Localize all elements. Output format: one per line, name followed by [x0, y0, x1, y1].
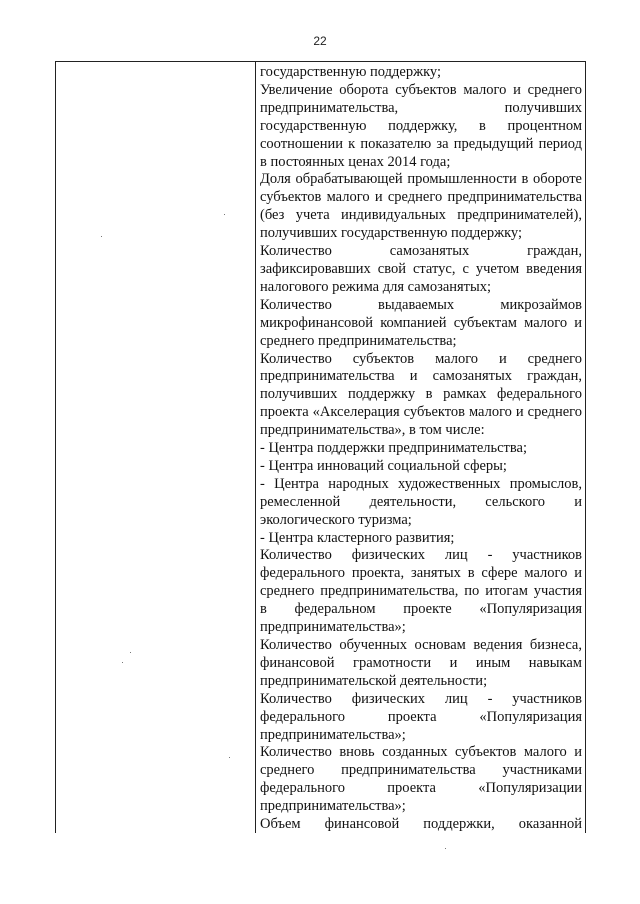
indicator-text: Количество физических лиц - участников федерального проекта, занятых в сфере малого и среднего предпринимательства, по итогам участия в федеральном проекте «Популяризация предпринимательства»; — [260, 547, 582, 636]
indicator-text: Количество самозанятых граждан, зафиксировавших свой статус, с учетом введения налогового режима для самозанятых; — [260, 243, 582, 295]
indicator-text: Количество физических лиц - участников федерального проекта «Популяризация предпринимательства»; — [260, 690, 582, 743]
indicator-text: Увеличение оборота субъектов малого и среднего предпринимательства, получивших государственную поддержку, в процентном соотношении к показателю за предыдущий период в постоянных ценах 2014 года; — [260, 81, 582, 170]
indicator-text: - Центра народных художественных промыслов, ремесленной деятельности, сельского и экологического туризма; — [260, 475, 582, 528]
scan-speck — [101, 236, 102, 237]
indicator-text: - Центра инноваций социальной сферы; — [260, 457, 507, 474]
table-left-cell — [56, 62, 256, 833]
scan-speck — [229, 757, 230, 758]
scan-speck — [445, 848, 446, 849]
indicator-text: Количество вновь созданных субъектов малого и среднего предпринимательства участниками федерального проекта «Популяризации предпринимательства»; — [260, 744, 582, 815]
indicator-text: - Центра поддержки предпринимательства; — [260, 440, 527, 457]
indicator-text: Количество субъектов малого и среднего предпринимательства и самозанятых граждан, получивших поддержку в рамках федерального проекта «Акселерация субъектов малого и среднего предпринимательства», в том числе: — [260, 350, 582, 439]
page-number: 22 — [313, 34, 327, 48]
indicator-text: Объем финансовой поддержки, оказанной — [260, 816, 582, 833]
indicator-text: государственную поддержку; — [260, 64, 442, 80]
indicator-text: Доля обрабатывающей промышленности в обороте субъектов малого и среднего предпринимательства (без учета индивидуальных предпринимателей), получивших государственную поддержку; — [260, 171, 582, 242]
scan-speck — [122, 662, 123, 663]
indicator-table — [55, 61, 586, 833]
scan-speck — [130, 652, 131, 653]
indicator-text: Количество выдаваемых микрозаймов микрофинансовой компанией субъектам малого и среднего предпринимательства; — [260, 296, 582, 349]
indicator-text: Количество обученных основам ведения бизнеса, финансовой грамотности и иным навыкам предпринимательской деятельности; — [260, 637, 582, 689]
table-right-cell — [256, 64, 585, 834]
scan-speck — [224, 214, 225, 215]
indicator-text: - Центра кластерного развития; — [260, 529, 455, 546]
